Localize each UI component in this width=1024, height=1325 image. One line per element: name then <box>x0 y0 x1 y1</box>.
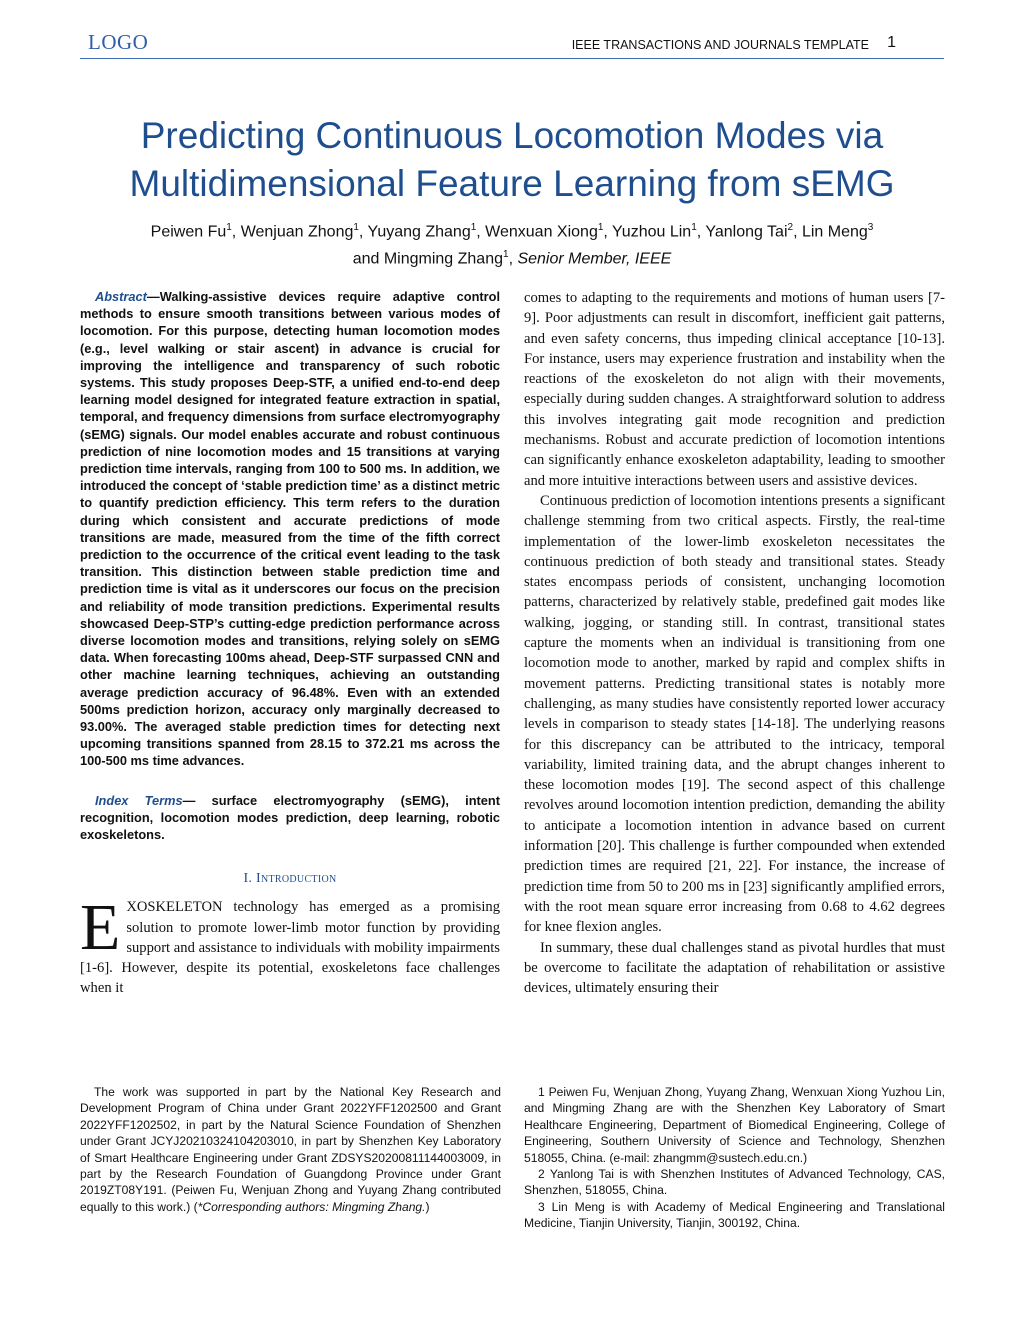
author-name: Peiwen Fu <box>150 223 227 241</box>
author-line-2 <box>60 243 964 270</box>
membership-note: Senior Member, IEEE <box>517 250 672 268</box>
author-affil-mark: 1 <box>597 222 604 233</box>
author-affil-mark: 1 <box>503 249 509 261</box>
page-number: 1 <box>887 34 896 51</box>
author-affil-mark: 1 <box>353 222 359 233</box>
author-name: , Wenjuan Zhong <box>231 223 354 241</box>
author-affil-mark: 1 <box>470 222 477 233</box>
author-separator: , <box>508 250 518 268</box>
author-name: , Wenxuan Xiong <box>476 223 598 241</box>
funding-text: The work was supported in part by the National Key Research and Development Program of China under Grant 2022YFF1202500 and Grant 2022YFF1202502, in part by the Natural Science Foundation of Shenzhen under Grant JCYJ20210324104203010, in part by Shenzhen Key Laboratory of Smart Healthcare Engineering under Grant ZDSYS20200811144003009, in part by the Research Foundation of Guangdong Province under Grant 2019ZT08Y191. (Peiwen Fu, Wenjuan Zhong and Yuyang Zhang contributed equally to this work.) ( <box>80 1085 501 1214</box>
header-rule <box>80 58 944 59</box>
funding-footnote <box>80 1084 501 1215</box>
intro-paragraph-text: XOSKELETON technology has emerged as a promising solution to promote lower-limb motor function by providing support and assistance to individuals with mobility impairments [1-6]. However, despite its potential, exoskeletons face challenges when it <box>80 899 500 997</box>
affiliation-2: 2 Yanlong Tai is with Shenzhen Institutes of Advanced Technology, CAS, Shenzhen, 518055, China. <box>524 1167 945 1198</box>
index-terms-text: — surface electromyography (sEMG), intent recognition, locomotion modes prediction, deep learning, robotic exoskeletons. <box>80 792 500 843</box>
intro-paragraph <box>80 891 500 998</box>
affiliation-3: 3 Lin Meng is with Academy of Medical Engineering and Translational Medicine, Tianjin University, Tianjin, 300192, China. <box>524 1199 945 1231</box>
author-name: , Lin Meng <box>793 223 868 241</box>
running-head: IEEE TRANSACTIONS AND JOURNALS TEMPLATE <box>571 38 869 52</box>
title-line-1: Predicting Continuous Locomotion Modes via <box>140 115 884 156</box>
abstract <box>80 288 500 770</box>
body-paragraph-1: comes to adapting to the requirements and motions of human users [7-9]. Poor adjustments can result in discomfort, inefficient gait patterns, and even safety concerns, thus impeding clinical acceptance [10-13]. For instance, users may experience frustration and instability when the reactions of the exoskeleton do not align with their movements, especially during sudden changes. A straightforward solution to address this involves integrating gait mode recognition and prediction mechanisms. Robust and accurate prediction of locomotion intentions can significantly enhance exoskeleton adaptability, leading to smoother and more intuitive interactions between users and assistive devices. <box>524 290 945 489</box>
affiliation-footnotes <box>524 1084 945 1232</box>
section-heading-introduction: I. Introduction <box>243 871 337 887</box>
index-terms-label: Index Terms <box>95 792 183 808</box>
author-affil-mark: 3 <box>867 222 874 233</box>
author-name: , Yuyang Zhang <box>358 223 471 241</box>
author-affil-mark: 1 <box>691 222 697 233</box>
author-name: , Yuzhou Lin <box>603 223 692 241</box>
left-column <box>80 288 500 999</box>
abstract-label: Abstract <box>95 289 147 304</box>
abstract-text: —Walking-assistive devices require adaptive control methods to ensure smooth transitions between various modes of locomotion. For this purpose, detecting human locomotion modes (e.g., level walking or stair ascent) in advance is crucial for improving the intelligence and transparency of such robotic systems. This study proposes Deep-STF, a unified end-to-end deep learning model designed for integrated feature extraction in spatial, temporal, and frequency dimensions from surface electromyography (sEMG) signals. Our model enables accurate and robust continuous prediction of nine locomotion modes and 15 transitions at varying prediction time intervals, ranging from 100 to 500 ms. In addition, we introduced the concept of ‘stable prediction time’ as a distinct metric to quantify prediction efficiency. This term refers to the duration during which consistent and accurate predictions of mode transitions are made, measured from the time of the fifth correct prediction to the occurrence of the critical event leading to the task transition. This distinction between stable prediction time and prediction time is vital as it underscores our focus on the precision and reliability of mode transition predictions. Experimental results showcased Deep-STP’s cutting-edge prediction performance across diverse locomotion modes and transitions, relying solely on sEMG data. When forecasting 100ms ahead, Deep-STF surpassed CNN and other machine learning techniques, achieving an outstanding average prediction accuracy of 96.48%. Even with an extended 500ms prediction horizon, accuracy only marginally decreased to 93.00%. The averaged stable prediction times for detecting next upcoming transitions spanned from 28.15 to 372.21 ms across the 100-500 ms time advances. <box>80 289 500 769</box>
title-line-2: Multidimensional Feature Learning from sEMG <box>129 163 895 204</box>
body-paragraph-3: In summary, these dual challenges stand as pivotal hurdles that must be overcome to facilitate the adaptation of rehabilitation or assistive devices, ultimately ensuring their <box>524 939 945 997</box>
paper-title <box>60 112 964 208</box>
author-affil-mark: 2 <box>787 222 794 233</box>
right-column <box>524 288 945 998</box>
index-terms <box>80 792 500 844</box>
funding-text-end: ) <box>425 1199 430 1214</box>
author-affil-mark: 1 <box>226 222 232 233</box>
affiliation-1: 1 Peiwen Fu, Wenjuan Zhong, Yuyang Zhang, Wenxuan Xiong Yuzhou Lin, and Mingming Zhang are with the Shenzhen Key Laboratory of Smart Healthcare Engineering, Department of Biomedical Engineering, College of Engineering, Southern University of Science and Technology, Shenzhen 518055, China. (e-mail: zhangmm@sustech.edu.cn.) <box>524 1085 945 1165</box>
author-list <box>60 216 964 271</box>
author-line-1 <box>60 216 964 243</box>
corresponding-author-note: *Corresponding authors: Mingming Zhang. <box>197 1199 426 1214</box>
author-name: and Mingming Zhang <box>352 250 503 268</box>
drop-cap: E <box>80 891 121 965</box>
journal-logo: LOGO <box>88 30 149 54</box>
author-name: , Yanlong Tai <box>696 223 788 241</box>
body-paragraph-2: Continuous prediction of locomotion intentions presents a significant challenge stemming from two critical aspects. Firstly, the real-time implementation of the lower-limb exoskeleton necessitates the continuous prediction of both steady and transitional states. Steady states encompass periods of consistent, unchanging locomotion patterns, characterized by relatively stable, predefined gait modes like walking, jogging, or standing still. In contrast, transitional states capture the moments when an individual is transitioning from one locomotion mode to another, marked by rapid and complex shifts in movement patterns. Predicting transitional states is notably more challenging, as many studies have consistently reported lower accuracy levels in comparison to steady states [14-18]. The underlying reasons for this discrepancy can be attributed to the intricacy, temporal variability, limited training data, and the abrupt changes inherent to these locomotion modes [19]. The second aspect of this challenge revolves around locomotion intention prediction, demanding the ability to anticipate a locomotion intention in advance based on current information [20]. This challenge is further compounded when extended prediction times are required [21, 22]. For instance, the increase of prediction time from 50 to 200 ms in [23] significantly amplified errors, with the root mean square error increasing from 0.68 to 4.62 degrees for knee flexion angles. <box>524 492 945 936</box>
